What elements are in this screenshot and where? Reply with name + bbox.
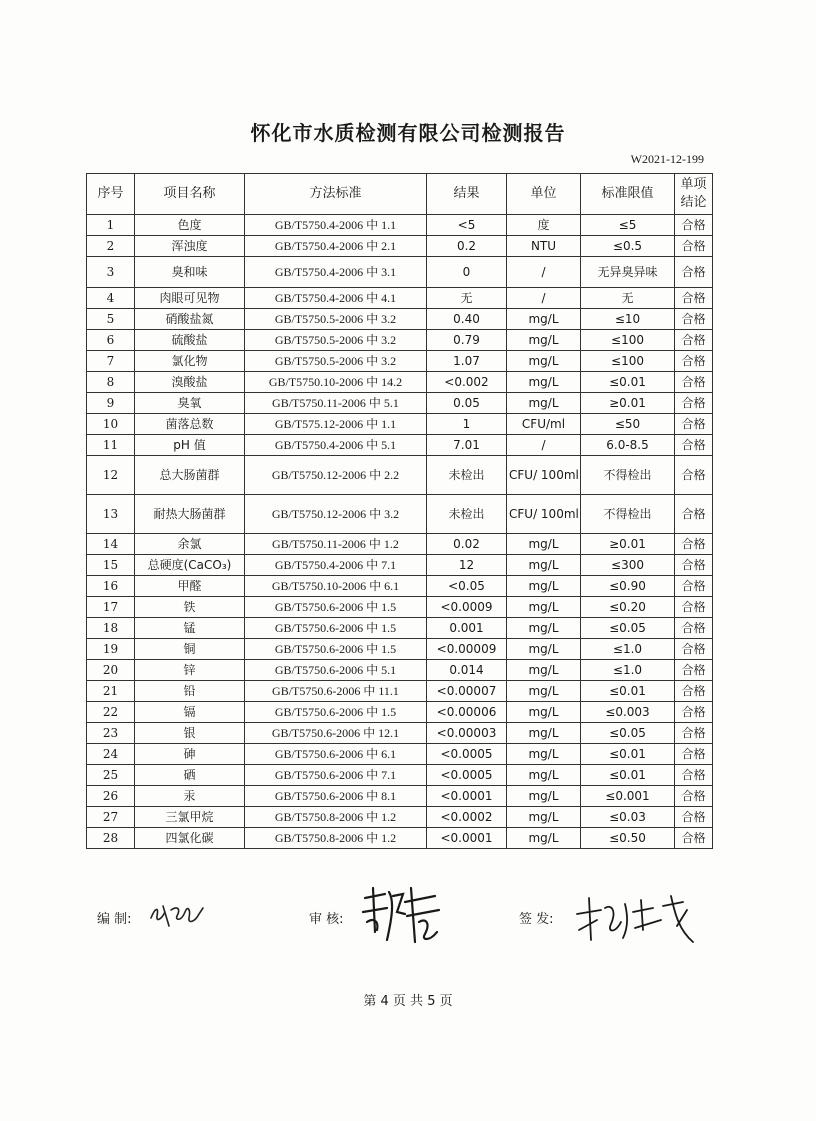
cell-seq: 13	[87, 495, 135, 534]
table-row	[87, 393, 713, 414]
cell-limit: ≤0.05	[581, 723, 675, 744]
cell-method: GB/T5750.12-2006 中 3.2	[245, 495, 427, 534]
cell-limit: 无	[581, 288, 675, 309]
cell-method: GB/T5750.4-2006 中 7.1	[245, 555, 427, 576]
cell-limit: ≤100	[581, 351, 675, 372]
cell-name: 溴酸盐	[135, 372, 245, 393]
cell-name: 铅	[135, 681, 245, 702]
table-row	[87, 456, 713, 495]
compiler-signature	[147, 898, 211, 932]
table-header-row	[87, 174, 713, 215]
cell-seq: 26	[87, 786, 135, 807]
table-row	[87, 660, 713, 681]
cell-method: GB/T5750.6-2006 中 7.1	[245, 765, 427, 786]
cell-concl: 合格	[675, 681, 713, 702]
cell-method: GB/T5750.10-2006 中 14.2	[245, 372, 427, 393]
cell-unit: mg/L	[507, 618, 581, 639]
cell-seq: 14	[87, 534, 135, 555]
cell-name: 耐热大肠菌群	[135, 495, 245, 534]
table-row	[87, 765, 713, 786]
cell-concl: 合格	[675, 288, 713, 309]
cell-method: GB/T5750.5-2006 中 3.2	[245, 330, 427, 351]
cell-method: GB/T5750.4-2006 中 3.1	[245, 257, 427, 288]
cell-method: GB/T5750.5-2006 中 3.2	[245, 309, 427, 330]
cell-concl: 合格	[675, 639, 713, 660]
cell-concl: 合格	[675, 660, 713, 681]
cell-result: 无	[427, 288, 507, 309]
cell-result: 0.014	[427, 660, 507, 681]
cell-method: GB/T5750.6-2006 中 6.1	[245, 744, 427, 765]
cell-result: <0.00007	[427, 681, 507, 702]
cell-concl: 合格	[675, 309, 713, 330]
table-row	[87, 351, 713, 372]
cell-method: GB/T5750.4-2006 中 4.1	[245, 288, 427, 309]
cell-limit: ≤100	[581, 330, 675, 351]
cell-limit: 不得检出	[581, 456, 675, 495]
cell-seq: 28	[87, 828, 135, 849]
table-row	[87, 435, 713, 456]
table-row	[87, 702, 713, 723]
compile-label: 编 制:	[97, 912, 132, 927]
cell-method: GB/T5750.6-2006 中 5.1	[245, 660, 427, 681]
cell-unit: /	[507, 288, 581, 309]
table-row	[87, 414, 713, 435]
cell-seq: 18	[87, 618, 135, 639]
header-method: 方法标准	[245, 174, 427, 215]
cell-name: 菌落总数	[135, 414, 245, 435]
cell-limit: ≤0.003	[581, 702, 675, 723]
cell-result: <0.0001	[427, 828, 507, 849]
cell-concl: 合格	[675, 495, 713, 534]
cell-unit: mg/L	[507, 828, 581, 849]
cell-limit: ≤0.01	[581, 765, 675, 786]
cell-seq: 3	[87, 257, 135, 288]
cell-concl: 合格	[675, 534, 713, 555]
table-row	[87, 597, 713, 618]
cell-name: 甲醛	[135, 576, 245, 597]
cell-seq: 23	[87, 723, 135, 744]
cell-seq: 11	[87, 435, 135, 456]
cell-unit: mg/L	[507, 597, 581, 618]
cell-limit: ≤10	[581, 309, 675, 330]
cell-limit: ≥0.01	[581, 534, 675, 555]
cell-result: <0.00003	[427, 723, 507, 744]
cell-unit: mg/L	[507, 576, 581, 597]
cell-name: 汞	[135, 786, 245, 807]
cell-method: GB/T5750.11-2006 中 1.2	[245, 534, 427, 555]
cell-unit: /	[507, 435, 581, 456]
cell-seq: 25	[87, 765, 135, 786]
cell-method: GB/T5750.8-2006 中 1.2	[245, 807, 427, 828]
cell-unit: mg/L	[507, 702, 581, 723]
cell-unit: mg/L	[507, 765, 581, 786]
page-footer: 第 4 页 共 5 页	[363, 994, 453, 1009]
issuer-signature	[571, 890, 701, 950]
table-row	[87, 372, 713, 393]
cell-method: GB/T5750.6-2006 中 12.1	[245, 723, 427, 744]
cell-seq: 16	[87, 576, 135, 597]
cell-concl: 合格	[675, 236, 713, 257]
cell-concl: 合格	[675, 618, 713, 639]
cell-concl: 合格	[675, 393, 713, 414]
cell-method: GB/T5750.8-2006 中 1.2	[245, 828, 427, 849]
cell-name: 锌	[135, 660, 245, 681]
cell-name: 硒	[135, 765, 245, 786]
issue-label: 签 发:	[519, 912, 554, 927]
table-row	[87, 723, 713, 744]
cell-unit: NTU	[507, 236, 581, 257]
cell-concl: 合格	[675, 555, 713, 576]
table-row	[87, 828, 713, 849]
table-row	[87, 786, 713, 807]
header-name: 项目名称	[135, 174, 245, 215]
cell-result: 0	[427, 257, 507, 288]
cell-concl: 合格	[675, 351, 713, 372]
header-conclusion: 单项结论	[675, 174, 713, 215]
cell-seq: 21	[87, 681, 135, 702]
reviewer-signature	[359, 882, 447, 952]
cell-limit: ≤50	[581, 414, 675, 435]
cell-name: pH 值	[135, 435, 245, 456]
cell-unit: mg/L	[507, 723, 581, 744]
cell-result: <0.0009	[427, 597, 507, 618]
cell-result: 0.79	[427, 330, 507, 351]
cell-unit: 度	[507, 215, 581, 236]
cell-unit: mg/L	[507, 309, 581, 330]
cell-concl: 合格	[675, 765, 713, 786]
cell-result: 未检出	[427, 456, 507, 495]
cell-method: GB/T5750.11-2006 中 5.1	[245, 393, 427, 414]
cell-seq: 24	[87, 744, 135, 765]
table-row	[87, 618, 713, 639]
cell-result: <0.05	[427, 576, 507, 597]
cell-seq: 9	[87, 393, 135, 414]
cell-limit: ≤0.50	[581, 828, 675, 849]
cell-concl: 合格	[675, 744, 713, 765]
cell-result: <0.0005	[427, 744, 507, 765]
cell-limit: 无异臭异味	[581, 257, 675, 288]
cell-concl: 合格	[675, 414, 713, 435]
header-unit: 单位	[507, 174, 581, 215]
cell-seq: 20	[87, 660, 135, 681]
table-row	[87, 495, 713, 534]
cell-name: 硝酸盐氮	[135, 309, 245, 330]
cell-name: 浑浊度	[135, 236, 245, 257]
cell-name: 镉	[135, 702, 245, 723]
cell-unit: mg/L	[507, 786, 581, 807]
cell-concl: 合格	[675, 215, 713, 236]
cell-name: 砷	[135, 744, 245, 765]
cell-name: 锰	[135, 618, 245, 639]
cell-result: 0.02	[427, 534, 507, 555]
cell-seq: 4	[87, 288, 135, 309]
cell-unit: mg/L	[507, 330, 581, 351]
cell-name: 银	[135, 723, 245, 744]
table-row	[87, 576, 713, 597]
cell-name: 臭和味	[135, 257, 245, 288]
cell-method: GB/T5750.6-2006 中 1.5	[245, 597, 427, 618]
cell-unit: mg/L	[507, 555, 581, 576]
cell-concl: 合格	[675, 435, 713, 456]
cell-concl: 合格	[675, 597, 713, 618]
cell-seq: 10	[87, 414, 135, 435]
cell-method: GB/T5750.10-2006 中 6.1	[245, 576, 427, 597]
cell-limit: ≤0.5	[581, 236, 675, 257]
cell-result: 0.2	[427, 236, 507, 257]
cell-method: GB/T5750.4-2006 中 2.1	[245, 236, 427, 257]
report-number: W2021-12-199	[630, 152, 704, 166]
table-row	[87, 215, 713, 236]
cell-result: <5	[427, 215, 507, 236]
cell-unit: CFU/ 100ml	[507, 495, 581, 534]
table-row	[87, 330, 713, 351]
cell-concl: 合格	[675, 786, 713, 807]
cell-method: GB/T575.12-2006 中 1.1	[245, 414, 427, 435]
cell-unit: CFU/ml	[507, 414, 581, 435]
table-row	[87, 807, 713, 828]
cell-limit: ≤0.90	[581, 576, 675, 597]
cell-unit: mg/L	[507, 351, 581, 372]
cell-seq: 12	[87, 456, 135, 495]
table-row	[87, 257, 713, 288]
cell-limit: ≥0.01	[581, 393, 675, 414]
cell-method: GB/T5750.5-2006 中 3.2	[245, 351, 427, 372]
cell-limit: 6.0-8.5	[581, 435, 675, 456]
cell-name: 色度	[135, 215, 245, 236]
cell-unit: mg/L	[507, 534, 581, 555]
cell-result: 1.07	[427, 351, 507, 372]
cell-result: <0.002	[427, 372, 507, 393]
cell-name: 余氯	[135, 534, 245, 555]
cell-seq: 7	[87, 351, 135, 372]
table-row	[87, 288, 713, 309]
cell-concl: 合格	[675, 576, 713, 597]
cell-limit: ≤300	[581, 555, 675, 576]
cell-method: GB/T5750.6-2006 中 8.1	[245, 786, 427, 807]
cell-result: <0.00009	[427, 639, 507, 660]
cell-result: <0.0001	[427, 786, 507, 807]
cell-seq: 5	[87, 309, 135, 330]
cell-concl: 合格	[675, 723, 713, 744]
cell-name: 臭氧	[135, 393, 245, 414]
cell-limit: ≤0.20	[581, 597, 675, 618]
cell-concl: 合格	[675, 702, 713, 723]
header-seq: 序号	[87, 174, 135, 215]
cell-name: 三氯甲烷	[135, 807, 245, 828]
cell-seq: 1	[87, 215, 135, 236]
cell-result: 0.001	[427, 618, 507, 639]
cell-concl: 合格	[675, 828, 713, 849]
cell-result: <0.0005	[427, 765, 507, 786]
cell-unit: mg/L	[507, 660, 581, 681]
cell-limit: ≤1.0	[581, 639, 675, 660]
cell-limit: ≤0.03	[581, 807, 675, 828]
cell-seq: 22	[87, 702, 135, 723]
cell-unit: mg/L	[507, 744, 581, 765]
cell-method: GB/T5750.6-2006 中 1.5	[245, 702, 427, 723]
cell-method: GB/T5750.6-2006 中 1.5	[245, 639, 427, 660]
cell-method: GB/T5750.6-2006 中 1.5	[245, 618, 427, 639]
cell-limit: ≤0.01	[581, 372, 675, 393]
cell-seq: 17	[87, 597, 135, 618]
cell-limit: ≤1.0	[581, 660, 675, 681]
cell-unit: CFU/ 100ml	[507, 456, 581, 495]
table-row	[87, 681, 713, 702]
cell-method: GB/T5750.6-2006 中 11.1	[245, 681, 427, 702]
cell-seq: 15	[87, 555, 135, 576]
cell-name: 四氯化碳	[135, 828, 245, 849]
cell-name: 肉眼可见物	[135, 288, 245, 309]
cell-result: 0.05	[427, 393, 507, 414]
cell-limit: ≤0.01	[581, 744, 675, 765]
cell-limit: ≤0.001	[581, 786, 675, 807]
cell-name: 硫酸盐	[135, 330, 245, 351]
signature-area	[97, 900, 737, 970]
table-row	[87, 309, 713, 330]
cell-seq: 19	[87, 639, 135, 660]
cell-limit: ≤0.01	[581, 681, 675, 702]
cell-name: 铁	[135, 597, 245, 618]
cell-unit: mg/L	[507, 807, 581, 828]
cell-method: GB/T5750.12-2006 中 2.2	[245, 456, 427, 495]
cell-unit: /	[507, 257, 581, 288]
cell-method: GB/T5750.4-2006 中 5.1	[245, 435, 427, 456]
cell-limit: 不得检出	[581, 495, 675, 534]
cell-result: 7.01	[427, 435, 507, 456]
cell-concl: 合格	[675, 372, 713, 393]
cell-concl: 合格	[675, 807, 713, 828]
review-label: 审 核:	[309, 912, 344, 927]
cell-result: 1	[427, 414, 507, 435]
table-row	[87, 555, 713, 576]
cell-name: 总硬度(CaCO₃)	[135, 555, 245, 576]
cell-concl: 合格	[675, 330, 713, 351]
cell-seq: 2	[87, 236, 135, 257]
cell-method: GB/T5750.4-2006 中 1.1	[245, 215, 427, 236]
cell-name: 铜	[135, 639, 245, 660]
cell-result: <0.00006	[427, 702, 507, 723]
cell-seq: 6	[87, 330, 135, 351]
cell-unit: mg/L	[507, 372, 581, 393]
cell-seq: 8	[87, 372, 135, 393]
table-row	[87, 639, 713, 660]
header-result: 结果	[427, 174, 507, 215]
cell-concl: 合格	[675, 257, 713, 288]
cell-unit: mg/L	[507, 393, 581, 414]
test-results-table	[86, 173, 713, 849]
table-row	[87, 236, 713, 257]
cell-result: 未检出	[427, 495, 507, 534]
cell-name: 总大肠菌群	[135, 456, 245, 495]
cell-result: <0.0002	[427, 807, 507, 828]
report-title: 怀化市水质检测有限公司检测报告	[250, 121, 566, 145]
cell-concl: 合格	[675, 456, 713, 495]
cell-limit: ≤5	[581, 215, 675, 236]
cell-name: 氯化物	[135, 351, 245, 372]
cell-seq: 27	[87, 807, 135, 828]
cell-result: 0.40	[427, 309, 507, 330]
header-limit: 标准限值	[581, 174, 675, 215]
table-row	[87, 534, 713, 555]
cell-unit: mg/L	[507, 639, 581, 660]
cell-unit: mg/L	[507, 681, 581, 702]
cell-result: 12	[427, 555, 507, 576]
cell-limit: ≤0.05	[581, 618, 675, 639]
table-row	[87, 744, 713, 765]
